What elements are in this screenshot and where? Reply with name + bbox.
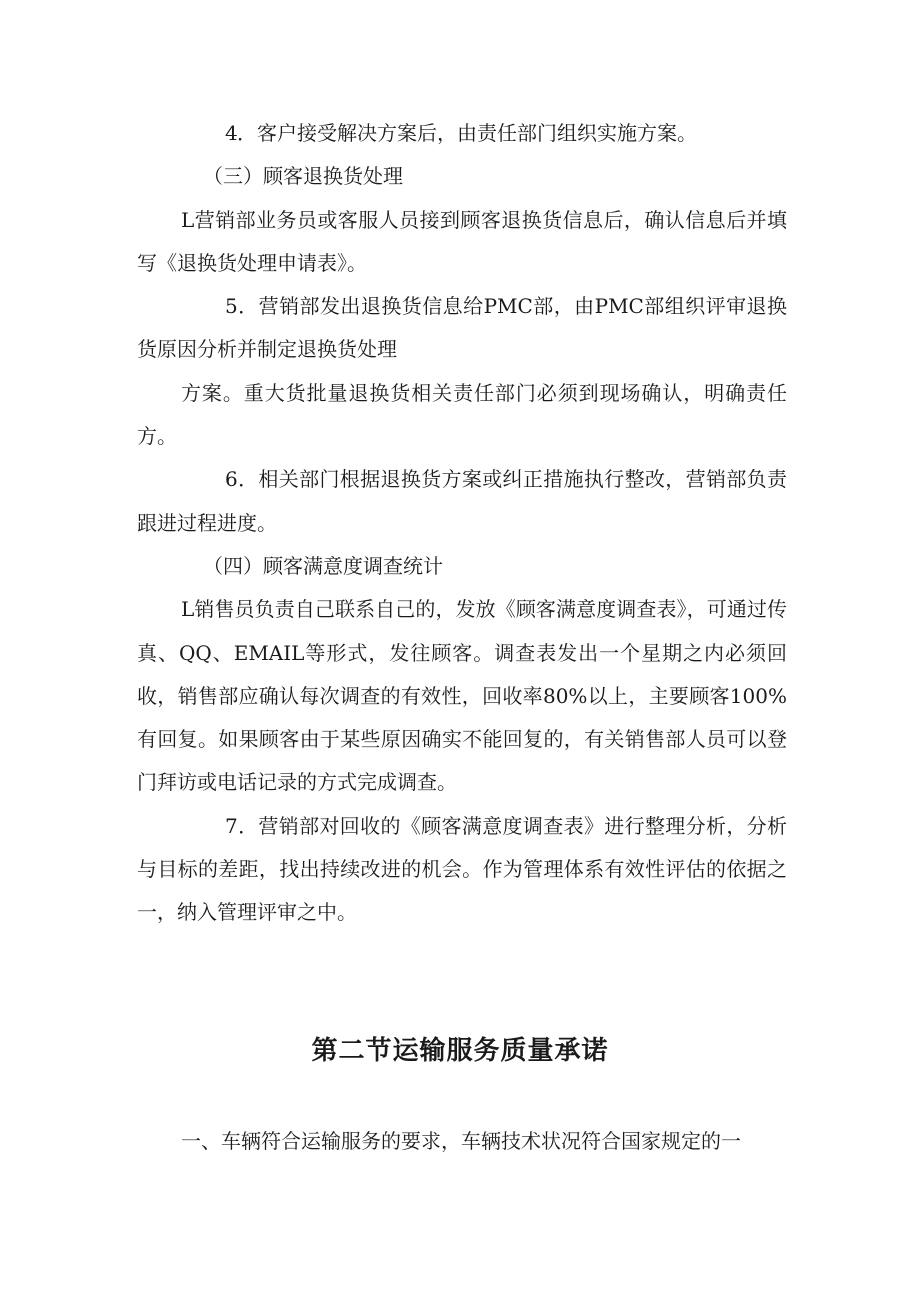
paragraph-text: ．客户接受解决方案后，由责任部门组织实施方案。: [237, 121, 697, 145]
paragraph-returns-1: L营销部业务员或客服人员接到顾客退换货信息后，确认信息后并填写《退换货处理申请表》。: [137, 207, 787, 275]
paragraph-survey-1: L销售员负责自己联系自己的，发放《顾客满意度调查表》，可通过传真、QQ、EMAIL等形式，发往顾客。调查表发出一个星期之内必须回收，销售部应确认每次调查的有效性，回收率80%以上，主要顾客100%有回复。如果顾客由于某些原因确实不能回复的，有关销售部人员可以登门拜访或电话记录的方式完成调查。: [137, 597, 787, 795]
paragraph-returns-plan: 方案。重大货批量退换货相关责任部门必须到现场确认，明确责任方。: [137, 380, 787, 449]
item-number: 6: [225, 467, 238, 492]
paragraph-item-7: [137, 805, 787, 935]
paragraph-text: ．营销部对回收的《顾客满意度调查表》进行整理分析，分析与目标的差距，找出持续改进的机会。作为管理体系有效性评估的依据之一，纳入管理评审之中。: [137, 813, 787, 925]
subsection-heading-3: （三）顾客退换货处理: [203, 164, 403, 189]
body-text: [137, 112, 787, 935]
subsection-heading-4: （四）顾客满意度调查统计: [203, 553, 443, 578]
item-number: 4: [225, 121, 238, 145]
section-heading: 第二节运输服务质量承诺: [311, 1036, 609, 1066]
paragraph-vehicle-commitment: 一、车辆符合运输服务的要求，车辆技术状况符合国家规定的一: [181, 1129, 741, 1153]
paragraph-item-5: [137, 285, 787, 372]
item-number: 5: [225, 294, 238, 319]
paragraph-item-6: [137, 458, 787, 545]
paragraph-item-4: [137, 112, 787, 155]
paragraph-text: ．营销部发出退换货信息给PMC部，由PMC部组织评审退换货原因分析并制定退换货处理: [137, 294, 787, 362]
item-number: 7: [225, 813, 238, 838]
paragraph-text: ．相关部门根据退换货方案或纠正措施执行整改，营销部负责跟进过程进度。: [137, 467, 787, 535]
